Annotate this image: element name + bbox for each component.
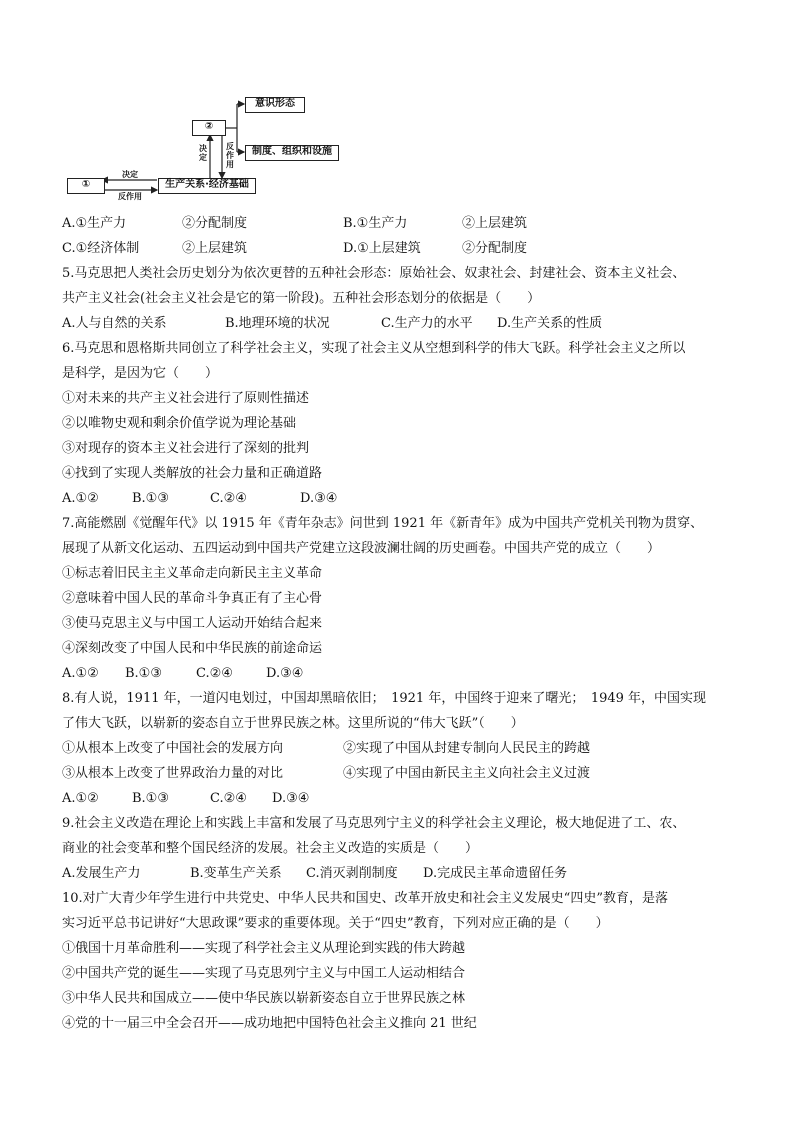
q8-option-b: B.①③ — [132, 791, 169, 806]
q8-item-3: ③从根本上改变了世界政治力量的对比 — [62, 766, 284, 781]
q10-item-3: ③中华人民共和国成立——使中华民族以崭新姿态自立于世界民族之林 — [62, 991, 466, 1006]
q7-item-2: ②意味着中国人民的革命斗争真正有了主心骨 — [62, 591, 323, 606]
q4-option-c1: C.①经济体制 — [62, 241, 140, 256]
q8-option-d: D.③④ — [272, 791, 310, 806]
q5-option-b: B.地理环境的状况 — [225, 316, 330, 331]
q8-stem-line1: 8.有人说，1911 年，一道闪电划过，中国却黑暗依旧； 1921 年，中国终于迎来了曙光； 1949 年，中国实现 — [62, 691, 707, 706]
q4-option-d1: D.①上层建筑 — [343, 241, 421, 256]
q7-option-d: D.③④ — [266, 666, 304, 681]
q7-stem-line2: 展现了从新文化运动、五四运动到中国共产党建立这段波澜壮阔的历史画卷。中国共产党的成立（ ） — [62, 541, 661, 556]
q10-stem-line2: 实习近平总书记讲好“大思政课”要求的重要体现。关于“四史”教育，下列对应正确的是（ ） — [62, 916, 609, 931]
q10-item-2: ②中国共产党的诞生——实现了马克思列宁主义与中国工人运动相结合 — [62, 966, 466, 981]
q8-option-c: C.②④ — [210, 791, 247, 806]
q4-option-b1: B.①生产力 — [343, 216, 408, 231]
q6-stem-line1: 6.马克思和恩格斯共同创立了科学社会主义，实现了社会主义从空想到科学的伟大飞跃。科学社会主义之所以 — [62, 341, 686, 356]
q8-item-2: ②实现了中国从封建专制向人民民主的跨越 — [343, 741, 591, 756]
q7-item-3: ③使马克思主义与中国工人运动开始结合起来 — [62, 616, 323, 631]
q6-option-a: A.①② — [62, 491, 99, 506]
q7-option-c: C.②④ — [196, 666, 233, 681]
q9-option-b: B.变革生产关系 — [190, 866, 282, 881]
q9-option-c: C.消灭剥削制度 — [306, 866, 398, 881]
q4-option-d2: ②分配制度 — [462, 241, 528, 256]
q5-stem-line1: 5.马克思把人类社会历史划分为依次更替的五种社会形态：原始社会、奴隶社会、封建社会、资本主义社会、 — [62, 266, 686, 281]
label-decides-horizontal: 决定 — [122, 170, 138, 179]
diagram-box-institutions: 制度、组织和设施 — [245, 145, 339, 161]
q4-option-a1: A.①生产力 — [62, 216, 127, 231]
q7-item-4: ④深刻改变了中国人民和中华民族的前途命运 — [62, 641, 323, 656]
q5-stem-line2: 共产主义社会(社会主义社会是它的第一阶段)。五种社会形态划分的依据是（ ） — [62, 291, 541, 306]
q10-item-1: ①俄国十月革命胜利——实现了科学社会主义从理论到实践的伟大跨越 — [62, 941, 466, 956]
q9-option-d: D.完成民主革命遗留任务 — [423, 866, 568, 881]
label-reacts-vertical: 反作用 — [226, 142, 234, 169]
label-decides-vertical: 决定 — [199, 144, 207, 162]
q7-option-b: B.①③ — [125, 666, 162, 681]
label-reacts-horizontal: 反作用 — [118, 192, 142, 201]
q6-item-4: ④找到了实现人类解放的社会力量和正确道路 — [62, 466, 323, 481]
q4-option-b2: ②上层建筑 — [462, 216, 528, 231]
q5-option-c: C.生产力的水平 — [381, 316, 473, 331]
q7-option-a: A.①② — [62, 666, 99, 681]
q6-option-d: D.③④ — [300, 491, 338, 506]
q6-item-3: ③对现存的资本主义社会进行了深刻的批判 — [62, 441, 310, 456]
q6-item-1: ①对未来的共产主义社会进行了原则性描述 — [62, 391, 310, 406]
diagram-box-2: ② — [192, 120, 226, 136]
q9-option-a: A.发展生产力 — [62, 866, 141, 881]
q6-stem-line2: 是科学，是因为它（ ） — [62, 366, 219, 381]
q7-item-1: ①标志着旧民主主义革命走向新民主主义革命 — [62, 566, 323, 581]
q8-option-a: A.①② — [62, 791, 99, 806]
q5-option-d: D.生产关系的性质 — [497, 316, 603, 331]
q10-item-4: ④党的十一届三中全会召开——成功地把中国特色社会主义推向 21 世纪 — [62, 1016, 477, 1031]
q9-stem-line1: 9.社会主义改造在理论上和实践上丰富和发展了马克思列宁主义的科学社会主义理论，极大地促进了工、农、 — [62, 816, 686, 831]
q8-item-1: ①从根本上改变了中国社会的发展方向 — [62, 741, 284, 756]
q10-stem-line1: 10.对广大青少年学生进行中共党史、中华人民共和国史、改革开放史和社会主义发展史“四史”教育，是落 — [62, 891, 668, 906]
q5-option-a: A.人与自然的关系 — [62, 316, 167, 331]
q6-option-b: B.①③ — [132, 491, 169, 506]
q4-option-c2: ②上层建筑 — [182, 241, 248, 256]
q4-option-a2: ②分配制度 — [182, 216, 248, 231]
diagram-box-base: 生产关系·经济基础 — [158, 178, 256, 194]
q8-stem-line2: 了伟大飞跃，以崭新的姿态自立于世界民族之林。这里所说的“伟大飞跃”（ ） — [62, 716, 524, 731]
diagram-box-ideology: 意识形态 — [245, 97, 305, 113]
diagram-box-1: ① — [67, 178, 105, 194]
q6-option-c: C.②④ — [210, 491, 247, 506]
q8-item-4: ④实现了中国由新民主主义向社会主义过渡 — [343, 766, 591, 781]
structure-diagram — [62, 92, 362, 204]
q9-stem-line2: 商业的社会变革和整个国民经济的发展。社会主义改造的实质是（ ） — [62, 841, 479, 856]
q6-item-2: ②以唯物史观和剩余价值学说为理论基础 — [62, 416, 297, 431]
q7-stem-line1: 7.高能燃剧《觉醒年代》以 1915 年《青年杂志》问世到 1921 年《新青年》成为中国共产党机关刊物为贯穿、 — [62, 516, 704, 531]
